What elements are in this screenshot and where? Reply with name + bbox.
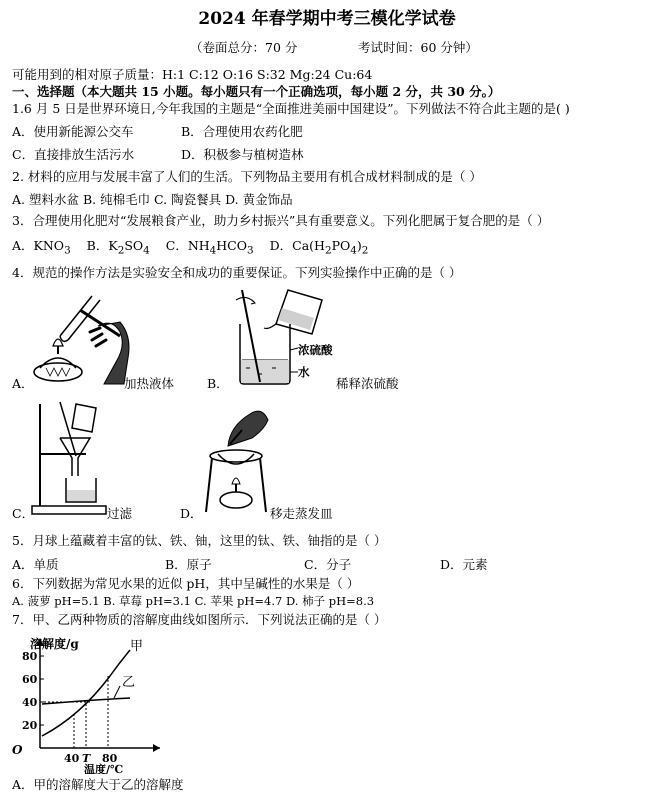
y-tick-20: 20 [22,719,38,732]
solubility-graph [10,636,170,774]
q6-options: A. 菠萝 pH=5.1 B. 草莓 pH=3.1 C. 苹果 pH=4.7 D. 柿子 pH=8.3 [12,594,375,608]
q4-stem: 4．规范的操作方法是实验安全和成功的重要保证。下列实验操作中正确的是（ ） [12,265,462,280]
x-tick-t: T [82,752,91,765]
filtration-illustration [30,398,110,516]
section-heading: 一、选择题（本大题共 15 小题。每小题只有一个正确选项，每小题 2 分，共 30 分。） [12,84,501,99]
q3-option-b: B．$K_2SO_4$ [86,238,150,257]
q3-option-d: D．$Ca(H_2PO_4)_2$ [269,238,369,257]
q5-stem: 5．月球上蕴藏着丰富的钛、铁、铀，这里的钛、铁、铀指的是（ ） [12,533,387,548]
q4-option-a-letter: A． [12,376,34,391]
q4-option-b-letter: B． [207,376,229,391]
q4-option-c-letter: C． [12,506,35,521]
label-concentrated-acid: 浓硫酸 [298,343,333,357]
q1-option-b: B．合理使用农药化肥 [181,124,303,139]
x-axis-arrow-icon [153,744,160,752]
x-tick-40: 40 [64,752,80,765]
q3-stem: 3．合理使用化肥对“发展粮食产业，助力乡村振兴”具有重要意义。下列化肥属于复合肥的是（ ） [12,213,550,228]
q4-option-a-label: 加热液体 [124,376,175,391]
q7-stem: 7．甲、乙两种物质的溶解度曲线如图所示．下列说法正确的是（ ） [12,612,387,627]
q4-option-b-label: 稀释浓硫酸 [336,376,399,391]
q1-option-c: C．直接排放生活污水 [12,147,135,162]
q4-option-d-label: 移走蒸发皿 [270,506,333,521]
curve-yi-label: 乙 [122,675,136,690]
x-axis-title: 温度/℃ [84,763,124,774]
q3-option-c: C．$NH_4HCO_3$ [165,238,254,257]
q5-option-d: D．元素 [440,557,488,572]
heating-liquid-illustration [20,288,130,386]
q3-options [12,236,368,257]
q6-stem: 6．下列数据为常见水果的近似 pH，其中呈碱性的水果是（ ） [12,576,360,591]
x-tick-80: 80 [102,752,118,765]
atomic-masses: 可能用到的相对原子质量：H:1 C:12 O:16 S:32 Mg:24 Cu:64 [12,67,373,82]
q5-option-a: A．单质 [12,557,59,572]
page-title: 2024 年春学期中考三模化学试卷 [198,9,456,29]
q1-option-d: D．积极参与植树造林 [181,147,304,162]
q2-options: A. 塑料水盆 B. 纯棉毛巾 C. 陶瓷餐具 D. 黄金饰品 [12,192,293,207]
exam-time: 考试时间：60 分钟） [358,40,478,55]
q3-option-a: A．$KNO_3$ [12,238,71,257]
y-tick-60: 60 [22,673,38,686]
curve-jia-label: 甲 [130,639,144,654]
q2-stem: 2. 材料的应用与发展丰富了人们的生活。下列物品主要用有机合成材料制成的是（ ） [12,169,482,184]
diluting-acid-illustration [228,288,338,388]
q5-option-c: C．分子 [304,557,352,572]
q7-option-a: A．甲的溶解度大于乙的溶解度 [12,777,184,792]
evaporating-dish-illustration [200,400,280,516]
total-score: （卷面总分：70 分 [190,40,298,55]
label-water: 水 [298,365,310,379]
q1-option-a: A．使用新能源公交车 [12,124,134,139]
y-tick-40: 40 [22,696,38,709]
q4-option-c-label: 过滤 [107,506,133,521]
q1-stem: 1.6 月 5 日是世界环境日,今年我国的主题是“全面推进美丽中国建设”。下列做法不符合此主题的是( ) [12,101,570,116]
y-tick-80: 80 [22,650,38,663]
q5-option-b: B．原子 [165,557,212,572]
origin-label: O [12,743,23,757]
y-axis-title: 溶解度/g [30,637,79,651]
q4-option-d-letter: D． [180,506,203,521]
